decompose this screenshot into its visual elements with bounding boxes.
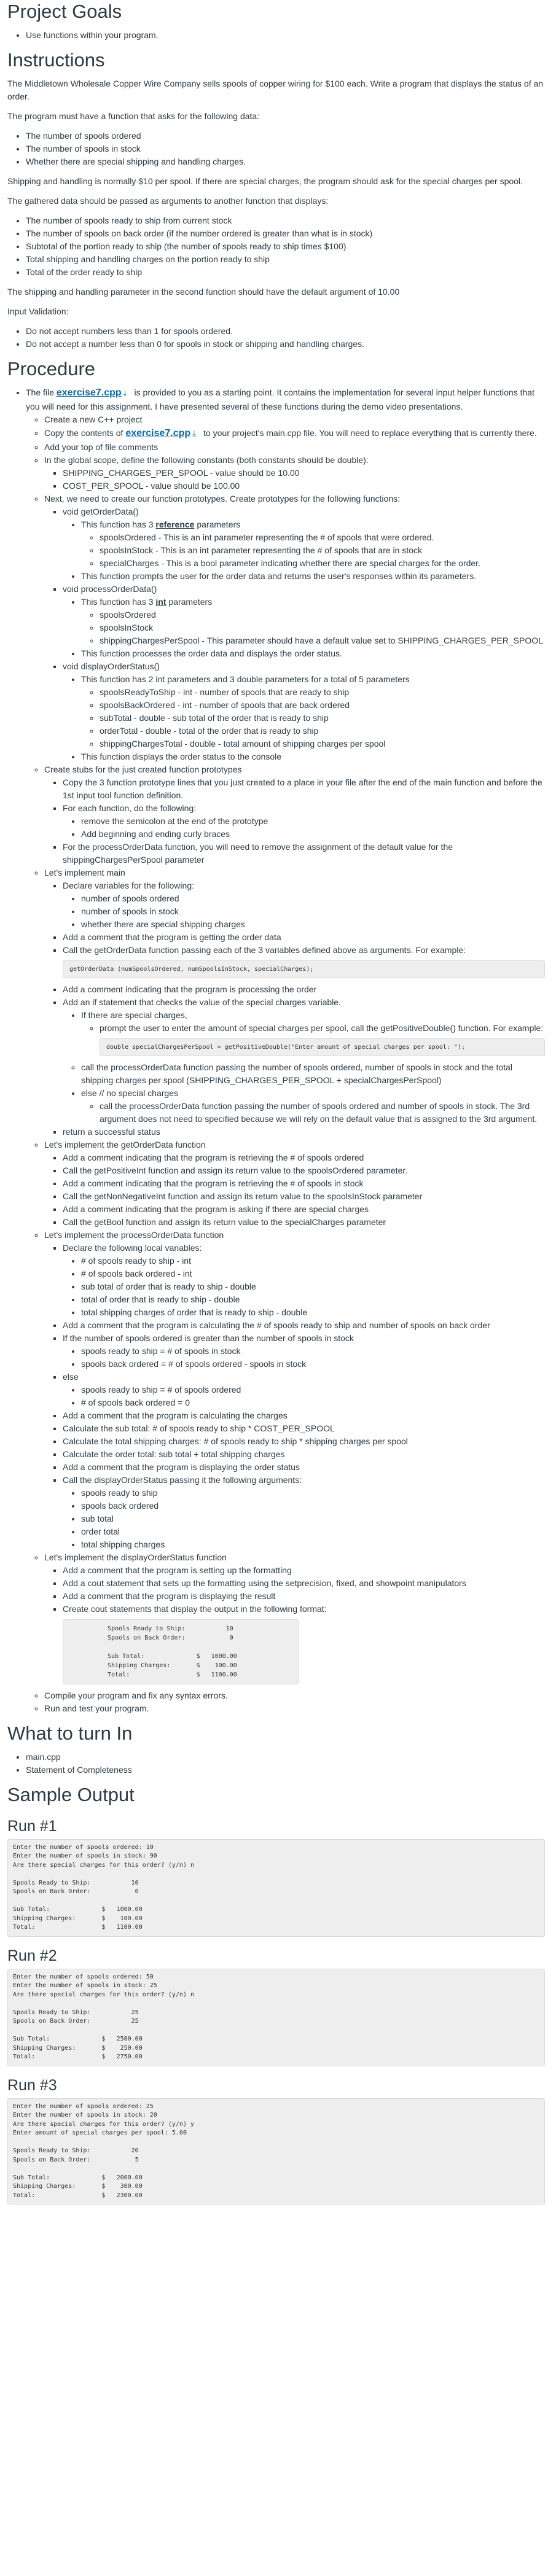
function-name: void getOrderData() bbox=[63, 507, 139, 517]
text: Let's implement the displayOrderStatus function bbox=[44, 1552, 227, 1563]
list-item: • This function displays the order status to the console bbox=[81, 750, 545, 763]
list-item bbox=[63, 1242, 545, 1319]
paragraph: The shipping and handling parameter in the second function should have the default argument of 10.00 bbox=[7, 286, 400, 297]
list-item: • order total bbox=[81, 1525, 545, 1538]
list-item: ▪ Copy the 3 function prototype lines that you just created to a place in your file after the end of the main function and before the 1st input tool function definition. bbox=[63, 776, 545, 802]
list-item: • Whether there are special shipping and handling charges. bbox=[26, 155, 545, 168]
text: else bbox=[63, 1372, 79, 1382]
paragraph: The program must have a function that asks for the following data: bbox=[7, 111, 260, 121]
list-item: ◦ Add your top of file comments bbox=[44, 441, 545, 454]
text: If the number of spools ordered is greater than the number of spools in stock bbox=[63, 1333, 354, 1344]
list-item bbox=[81, 596, 545, 647]
list-item: ◦ shippingChargesTotal - double - total amount of shipping charges per spool bbox=[100, 737, 545, 750]
list-item: • Add beginning and ending curly braces bbox=[81, 828, 545, 841]
list-item: ▪ COST_PER_SPOOL - value should be 100.00 bbox=[63, 480, 545, 492]
list-item: ◦ call the processOrderData function passing the number of spools ordered, number of spools in stock and the total shipping charges per spool (SHIPPING_CHARGES_PER_SPOOL + specialChargesPerSpool) bbox=[81, 1061, 545, 1087]
list-item: • main.cpp bbox=[26, 1751, 545, 1764]
pod-steps bbox=[44, 1242, 545, 1551]
list-item bbox=[63, 879, 545, 931]
list-item: ◦ spoolsOrdered - This is an int parameter representing the # of spools that were ordered. bbox=[100, 531, 545, 544]
list-item bbox=[44, 492, 545, 763]
list-item: ◦ spoolsReadyToShip - int - number of spools that are ready to ship bbox=[100, 686, 545, 699]
text: Create stubs for the just created function prototypes bbox=[44, 765, 242, 775]
file-link[interactable]: exercise7.cpp bbox=[56, 387, 122, 399]
text: Declare variables for the following: bbox=[63, 881, 194, 891]
list-item: • Total of the order ready to ship bbox=[26, 266, 545, 279]
data-list bbox=[7, 130, 545, 168]
params-list bbox=[81, 531, 545, 570]
list-item: ▪ Call the getNonNegativeInt function and assign its return value to the spoolsInStock parameter bbox=[63, 1190, 545, 1203]
display-list bbox=[7, 214, 545, 279]
instructions-heading: Instructions bbox=[7, 49, 105, 71]
text: This function has 3 bbox=[81, 519, 156, 530]
if-branch bbox=[63, 1009, 545, 1056]
list-item bbox=[63, 944, 545, 978]
list-item: ▪ SHIPPING_CHARGES_PER_SPOOL - value should be 10.00 bbox=[63, 467, 545, 480]
dos-steps bbox=[44, 1564, 545, 1684]
list-item: ◦ Run and test your program. bbox=[44, 1702, 545, 1715]
list-item bbox=[44, 763, 545, 866]
list-item bbox=[63, 660, 545, 763]
text: Declare the following local variables: bbox=[63, 1243, 202, 1253]
run-heading: Run #2 bbox=[7, 1947, 57, 1964]
stubs-list bbox=[44, 776, 545, 866]
list-item: ◦ spoolsInStock bbox=[100, 621, 545, 634]
params-list bbox=[81, 609, 545, 647]
pod-if-steps bbox=[63, 1345, 545, 1371]
text: Let's implement the getOrderData function bbox=[44, 1140, 206, 1150]
text: Call the displayOrderStatus passing it the following arguments: bbox=[63, 1475, 302, 1485]
run-output: Enter the number of spools ordered: 50 Enter the number of spools in stock: 25 Are there special charges for this order? (y/n) n Spools Ready to Ship: 25 Spools on Back Order: 25 Sub Total: $ 2500.00 Shipping Charges: $ 250.00 Total: $ 2750.00 bbox=[7, 1969, 545, 2066]
text: Create cout statements that display the output in the following format: bbox=[63, 1604, 327, 1614]
list-item: • number of spools in stock bbox=[81, 905, 545, 918]
list-item: • sub total of order that is ready to ship - double bbox=[81, 1280, 545, 1293]
list-item: ◦ spoolsOrdered bbox=[100, 609, 545, 621]
list-item bbox=[63, 1332, 545, 1371]
run-heading: Run #1 bbox=[7, 1817, 57, 1835]
list-item: • The number of spools ordered bbox=[26, 130, 545, 142]
list-item bbox=[100, 1022, 545, 1056]
list-item bbox=[44, 426, 545, 441]
output-format-example: Spools Ready to Ship: 10 Spools on Back Order: 0 Sub Total: $ 1000.00 Shipping Charges: $ 100.00 Total: $ 1100.00 bbox=[63, 1619, 299, 1684]
list-item: ▪ Add a comment that the program is displaying the order status bbox=[63, 1461, 545, 1474]
function-details bbox=[63, 518, 545, 583]
params-list bbox=[81, 686, 545, 750]
text: This function has 3 bbox=[81, 597, 156, 607]
paragraph: Input Validation: bbox=[7, 306, 69, 316]
list-item: ▪ Add a cout statement that sets up the formatting using the setprecision, fixed, and showpoint manipulators bbox=[63, 1577, 545, 1590]
list-item bbox=[63, 505, 545, 583]
pod-args bbox=[63, 1487, 545, 1551]
list-item: • spools ready to ship = # of spools ordered bbox=[81, 1383, 545, 1396]
list-item: ◦ Compile your program and fix any syntax errors. bbox=[44, 1689, 545, 1702]
function-name: void processOrderData() bbox=[63, 584, 157, 594]
list-item: • The number of spools in stock bbox=[26, 142, 545, 155]
list-item bbox=[63, 1474, 545, 1551]
list-item: ▪ return a successful status bbox=[63, 1126, 545, 1138]
list-item: ▪ Calculate the sub total: # of spools ready to ship * COST_PER_SPOOL bbox=[63, 1422, 545, 1435]
main-steps bbox=[44, 879, 545, 1138]
list-item: • number of spools ordered bbox=[81, 892, 545, 905]
sample-output-heading: Sample Output bbox=[7, 1784, 135, 1805]
procedure-list bbox=[7, 386, 545, 1715]
list-item: ▪ Calculate the order total: sub total + total shipping charges bbox=[63, 1448, 545, 1461]
list-item bbox=[26, 386, 545, 1715]
code-example: getOrderData (numSpoolsOrdered, numSpoolsInStock, specialCharges); bbox=[63, 960, 545, 978]
text: The file bbox=[26, 387, 57, 398]
run-heading: Run #3 bbox=[7, 2076, 57, 2094]
stubs-sublist bbox=[63, 815, 545, 841]
list-item bbox=[81, 518, 545, 570]
goals-heading: Project Goals bbox=[7, 1, 122, 22]
list-item: ▪ Add a comment that the program is getting the order data bbox=[63, 931, 545, 944]
file-link[interactable]: exercise7.cpp bbox=[125, 428, 191, 439]
list-item: ◦ specialCharges - This is a bool parameter indicating whether there are special charges for the order. bbox=[100, 557, 545, 570]
paragraph: The gathered data should be passed as arguments to another function that displays: bbox=[7, 195, 329, 206]
list-item: ▪ Call the getBool function and assign its return value to the specialCharges parameter bbox=[63, 1216, 545, 1229]
spacer bbox=[7, 2211, 545, 2219]
download-icon[interactable]: ⤓ bbox=[123, 388, 127, 398]
paragraph: The Middletown Wholesale Copper Wire Company sells spools of copper wiring for $100 each. Write a program that displays the status of an order. bbox=[7, 78, 544, 101]
list-item: • This function processes the order data and displays the order status. bbox=[81, 647, 545, 660]
pod-vars bbox=[63, 1255, 545, 1319]
list-item: ◦ Create a new C++ project bbox=[44, 413, 545, 426]
constants-list bbox=[44, 467, 545, 492]
list-item: • spools back ordered = # of spools ordered - spools in stock bbox=[81, 1358, 545, 1371]
text: Next, we need to create our function prototypes. Create prototypes for the following functions: bbox=[44, 494, 400, 504]
list-item: • # of spools back ordered = 0 bbox=[81, 1396, 545, 1409]
list-item: ▪ Add a comment that the program is calculating the # of spools ready to ship and number of spools on back order bbox=[63, 1319, 545, 1332]
run-output: Enter the number of spools ordered: 10 Enter the number of spools in stock: 90 Are there special charges for this order? (y/n) n Spools Ready to Ship: 10 Spools on Back Order: 0 Sub Total: $ 1000.00 Shipping Charges: $ 100.00 Total: $ 1100.00 bbox=[7, 1839, 545, 1937]
list-item: ▪ Add a comment indicating that the program is retrieving the # of spools ordered bbox=[63, 1151, 545, 1164]
list-item bbox=[63, 1371, 545, 1409]
list-item: • remove the semicolon at the end of the prototype bbox=[81, 815, 545, 828]
list-item bbox=[63, 583, 545, 660]
list-item: • The number of spools ready to ship from current stock bbox=[26, 214, 545, 227]
list-item: ▪ Add a comment that the program is calculating the charges bbox=[63, 1409, 545, 1422]
function-details bbox=[63, 596, 545, 660]
list-item bbox=[44, 1138, 545, 1229]
list-item: • Do not accept a number less than 0 for spools in stock or shipping and handling charges. bbox=[26, 338, 545, 351]
text: Call the getOrderData function passing each of the 3 variables defined above as arguments. For example: bbox=[63, 945, 466, 955]
download-icon[interactable]: ⤓ bbox=[192, 429, 196, 438]
list-item: • Do not accept numbers less than 1 for spools ordered. bbox=[26, 325, 545, 338]
function-details bbox=[63, 673, 545, 763]
list-item: • Statement of Completeness bbox=[26, 1764, 545, 1776]
text: parameters bbox=[166, 597, 213, 607]
main-vars bbox=[63, 892, 545, 931]
text: to your project's main.cpp file. You will need to replace everything that is currently there. bbox=[201, 428, 537, 438]
list-item: ▪ Add a comment that the program is setting up the formatting bbox=[63, 1564, 545, 1577]
procedure-heading: Procedure bbox=[7, 357, 96, 379]
list-item: ▪ Calculate the total shipping charges: # of spools ready to ship * shipping charges per spool bbox=[63, 1435, 545, 1448]
list-item: ▪ Add a comment that the program is displaying the result bbox=[63, 1590, 545, 1603]
list-item: • # of spools ready to ship - int bbox=[81, 1255, 545, 1267]
list-item: • sub total bbox=[81, 1512, 545, 1525]
list-item: ◦ spoolsBackOrdered - int - number of spools that are back ordered bbox=[100, 699, 545, 712]
list-item bbox=[63, 1603, 545, 1684]
else-steps bbox=[81, 1100, 545, 1126]
list-item: ◦ orderTotal - double - total of the order that is ready to ship bbox=[100, 725, 545, 737]
list-item bbox=[63, 802, 545, 841]
text: int bbox=[155, 597, 166, 607]
pod-else-steps bbox=[63, 1383, 545, 1409]
list-item: ▪ Add a comment indicating that the program is retrieving the # of spools in stock bbox=[63, 1177, 545, 1190]
text: If there are special charges, bbox=[81, 1010, 187, 1021]
text: Copy the contents of bbox=[44, 428, 126, 438]
text: parameters bbox=[194, 519, 241, 530]
list-item: • spools ready to ship bbox=[81, 1487, 545, 1500]
list-item: • Use functions within your program. bbox=[26, 29, 545, 42]
list-item: • This function prompts the user for the order data and returns the user's responses within its parameters. bbox=[81, 570, 545, 583]
list-item: ◦ shippingChargesPerSpool - This parameter should have a default value set to SHIPPING_CHARGES_PER_SPOOL bbox=[100, 634, 545, 647]
list-item bbox=[44, 454, 545, 492]
run-output: Enter the number of spools ordered: 25 Enter the number of spools in stock: 20 Are there special charges for this order? (y/n) y Enter amount of special charges per spool: 5.00 Spools Ready to Ship: 20 Spools on Back Order: 5 Sub Total: $ 2000.00 Shipping Charges: $ 300.00 Total: $ 2300.00 bbox=[7, 2098, 545, 2205]
list-item: ▪ Call the getPositiveInt function and assign its return value to the spoolsOrdered parameter. bbox=[63, 1164, 545, 1177]
text: reference bbox=[155, 519, 195, 530]
list-item: ▪ Add a comment indicating that the program is processing the order bbox=[63, 983, 545, 996]
list-item: • spools back ordered bbox=[81, 1500, 545, 1512]
list-item: ◦ call the processOrderData function passing the number of spools ordered and number of spools in stock. The 3rd argument does not need to specified because we will rely on the default value that is assigned to the 3rd argument. bbox=[100, 1100, 545, 1126]
list-item bbox=[63, 996, 545, 1126]
paragraph: Shipping and handling is normally $10 per spool. If there are special charges, the program should ask for the special charges per spool. bbox=[7, 176, 523, 186]
steps-list bbox=[26, 413, 545, 1715]
turnin-list bbox=[7, 1751, 545, 1776]
goals-list bbox=[7, 29, 545, 42]
list-item bbox=[81, 1087, 545, 1126]
text: else // no special charges bbox=[81, 1088, 178, 1099]
list-item: • Subtotal of the portion ready to ship (the number of spools ready to ship times $100) bbox=[26, 240, 545, 253]
list-item: • spools ready to ship = # of spools in stock bbox=[81, 1345, 545, 1358]
text: is provided to you as a starting point. It contains the implementation for several input helper functions that you will need for this assignment. I have presented several of these functions during the demo video presentations. bbox=[26, 387, 534, 412]
list-item: • Total shipping and handling charges on the portion ready to ship bbox=[26, 253, 545, 266]
text: Add an if statement that checks the value of the special charges variable. bbox=[63, 997, 341, 1008]
else-branch bbox=[63, 1087, 545, 1126]
list-item: • The number of spools on back order (if the number ordered is greater than what is in stock) bbox=[26, 227, 545, 240]
if-steps bbox=[81, 1022, 545, 1056]
list-item: • total shipping charges bbox=[81, 1538, 545, 1551]
text: This function has 2 int parameters and 3 double parameters for a total of 5 parameters bbox=[81, 674, 410, 685]
code-example: double specialChargesPerSpool = getPositiveDouble("Enter amount of special charges per spool: "); bbox=[100, 1038, 545, 1056]
list-item bbox=[44, 1551, 545, 1684]
turnin-heading: What to turn In bbox=[7, 1722, 133, 1745]
text: prompt the user to enter the amount of special charges per spool, call the getPositiveDouble() function. For example: bbox=[100, 1023, 544, 1033]
list-item bbox=[81, 1009, 545, 1056]
list-item: ◦ spoolsInStock - This is an int parameter representing the # of spools that are in stock bbox=[100, 544, 545, 557]
list-item bbox=[81, 673, 545, 750]
list-item: • whether there are special shipping charges bbox=[81, 918, 545, 931]
list-item: ◦ subTotal - double - sub total of the order that is ready to ship bbox=[100, 712, 545, 725]
function-name: void displayOrderStatus() bbox=[63, 661, 160, 672]
text: In the global scope, define the following constants (both constants should be double): bbox=[44, 455, 369, 465]
list-item: • # of spools back ordered - int bbox=[81, 1267, 545, 1280]
text: Let's implement main bbox=[44, 868, 125, 878]
list-item bbox=[44, 1229, 545, 1551]
god-steps bbox=[44, 1151, 545, 1229]
list-item bbox=[44, 866, 545, 1138]
text: For each function, do the following: bbox=[63, 803, 197, 814]
list-item: • total of order that is ready to ship - double bbox=[81, 1293, 545, 1306]
text: Let's implement the processOrderData function bbox=[44, 1230, 224, 1240]
list-item: ▪ Add a comment indicating that the program is asking if there are special charges bbox=[63, 1203, 545, 1216]
validation-list bbox=[7, 325, 545, 351]
if-calls bbox=[63, 1061, 545, 1087]
list-item: ▪ For the processOrderData function, you will need to remove the assignment of the default value for the shippingChargesPerSpool parameter bbox=[63, 841, 545, 866]
functions-list bbox=[44, 505, 545, 763]
list-item: • total shipping charges of order that is ready to ship - double bbox=[81, 1306, 545, 1319]
